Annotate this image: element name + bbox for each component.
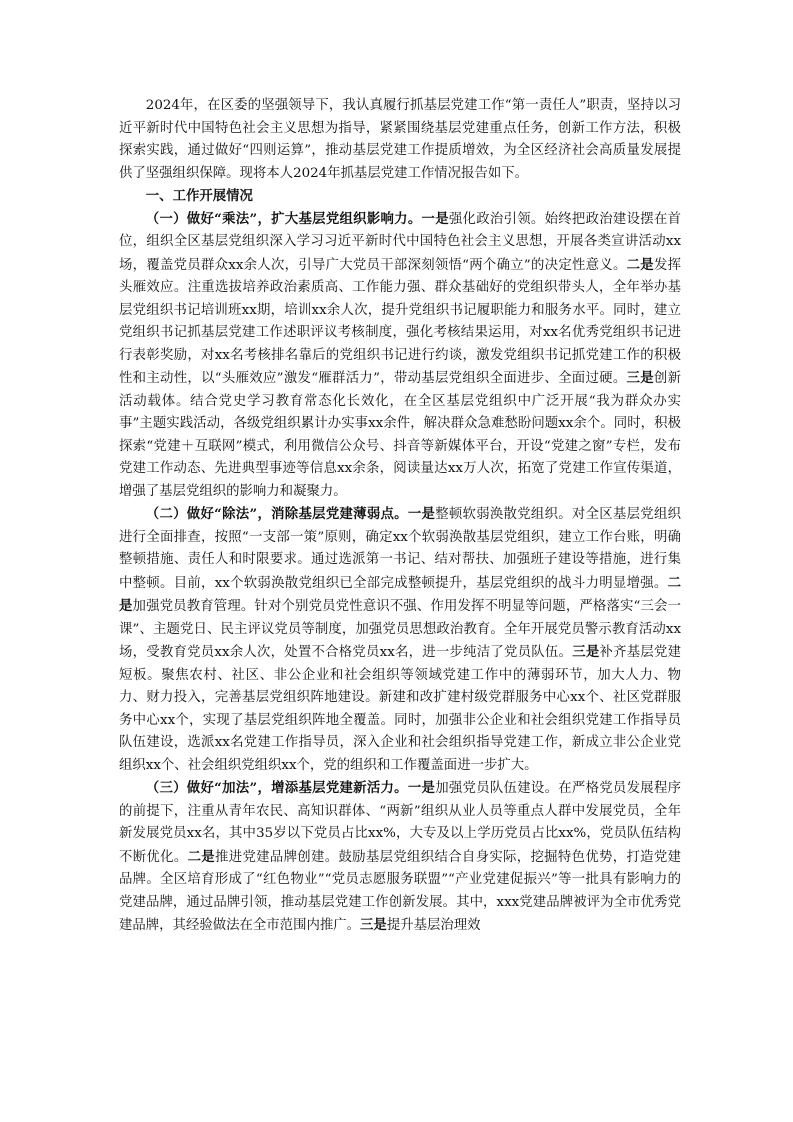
section-3-lead-2: 二是 — [187, 848, 216, 865]
document-body — [119, 95, 681, 938]
section-3-text-3: 提升基层治理效 — [386, 918, 481, 933]
intro-paragraph: 2024年，在区委的坚强领导下，我认真履行抓基层党建工作“第一责任人”职责，坚持以习近平新时代中国特色社会主义思想为指导，紧紧围绕基层党建重点任务，创新工作方法，积极探索实践，通过做好“四则运算”，推动基层党建工作提质增效，为全区经济社会高质量发展提供了坚强组织保障。现将本人2024年抓基层党建工作情况报告如下。 — [119, 98, 681, 181]
section-2-lead-2: 二是 — [119, 574, 681, 614]
section-1-title: （一）做好“乘法”，扩大基层党组织影响力。 — [145, 210, 422, 227]
section-1-lead-3: 三是 — [626, 370, 654, 386]
section-2-lead-1: 一是 — [407, 506, 436, 522]
section-2-title: （二）做好“除法”，消除基层党建薄弱点。 — [145, 506, 408, 522]
section-3-paragraph — [119, 777, 681, 938]
section-2-text-1: 整顿软弱涣散党组织。对全区基层党组织进行全面排查，按照“一支部一策”原则，确定xx个软弱涣散基层党组织，建立工作台账，明确整顿措施、责任人和时限要求。通过选派第一书记、结对帮扶、加强班子建设等措施，进行集中整顿。目前，xx个软弱涣散党组织已全部完成整顿提升，基层党组织的战斗力明显增强。 — [119, 507, 682, 591]
section-1-lead-1: 一是 — [421, 210, 449, 227]
section-1-text-3: 创新活动载体。结合党史学习教育常态化长效化，在全区基层党组织中广泛开展“我为群众办实事”主题实践活动，各级党组织累计办实事xx余件，解决群众急难愁盼问题xx余个。同时，积极探索“党建＋互联网”模式，利用微信公众号、抖音等新媒体平台，开设“党建之窗”专栏，发布党建工作动态、先进典型事迹等信息xx余条，阅读量达xx万人次，拓宽了党建工作宣传渠道，增强了基层党组织的影响力和凝聚力。 — [119, 371, 681, 499]
section-1-text-1: 强化政治引领。始终把政治建设摆在首位，组织全区基层党组织深入学习习近平新时代中国特色社会主义思想，开展各类宣讲活动xx场，覆盖党员群众xx余人次，引导广大党员干部深刻领悟“两个确立”的决定性意义。 — [119, 211, 682, 273]
section-2-text-2: 加强党员教育管理。针对个别党员党性意识不强、作用发挥不明显等问题，严格落实“三会一课”、主题党日、民主评议党员等制度，加强党员思想政治教育。全年开展党员警示教育活动xx场，受教育党员xx余人次，处置不合格党员xx名，进一步纯洁了党员队伍。 — [119, 599, 682, 660]
section-2-lead-3: 三是 — [572, 644, 600, 660]
section-1-lead-2: 二是 — [626, 256, 654, 273]
section-3-title: （三）做好“加法”，增添基层党建新活力。 — [145, 780, 408, 796]
section-3-lead-1: 一是 — [407, 780, 436, 796]
section-2-paragraph — [119, 503, 681, 777]
section-3-text-2: 推进党建品牌创建。鼓励基层党组织结合自身实际，挖掘特色优势，打造党建品牌。全区培育形成了“红色物业”“党员志愿服务联盟”“产业党建促振兴”等一批具有影响力的党建品牌，通过品牌引领，推动基层党建工作创新发展。其中，xxx党建品牌被评为全市优秀党建品牌，其经验做法在全市范围内推广。 — [119, 849, 682, 933]
section-1-text-2: 发挥头雁效应。注重选拔培养政治素质高、工作能力强、群众基础好的党组织带头人，全年举办基层党组织书记培训班xx期，培训xx余人次，提升党组织书记履职能力和服务水平。同时，建立党组织书记抓基层党建工作述职评议考核制度，强化考核结果运用，对xx名优秀党组织书记进行表彰奖励，对xx名考核排名靠后的党组织书记进行约谈，激发党组织书记抓党建工作的积极性和主动性，以“头雁效应”激发“雁群活力”，带动基层党组织全面进步、全面过硬。 — [119, 257, 682, 386]
section-3-lead-3: 三是 — [360, 917, 387, 933]
section-2-text-3: 补齐基层党建短板。聚焦农村、社区、非公企业和社会组织等领域党建工作中的薄弱环节，加大人力、物力、财力投入，完善基层党组织阵地建设。新建和改扩建村级党群服务中心xx个、社区党群服务中心xx个，实现了基层党组织阵地全覆盖。同时，加强非公企业和社会组织党建工作指导员队伍建设，选派xx名党建工作指导员，深入企业和社会组织指导党建工作，新成立非公企业党组织xx个、社会组织党组织xx个，党的组织和工作覆盖面进一步扩大。 — [119, 645, 682, 773]
heading-work-status: 一、工作开展情况 — [145, 188, 253, 204]
section-1-paragraph — [119, 208, 681, 504]
section-3-text-1: 加强党员队伍建设。在严格党员发展程序的前提下，注重从青年农民、高知识群体、“两新”组织从业人员等重点人群中发展党员，全年新发展党员xx名，其中35岁以下党员占比xx%，大专及以上学历党员占比xx%，党员队伍结构不断优化。 — [119, 781, 682, 865]
